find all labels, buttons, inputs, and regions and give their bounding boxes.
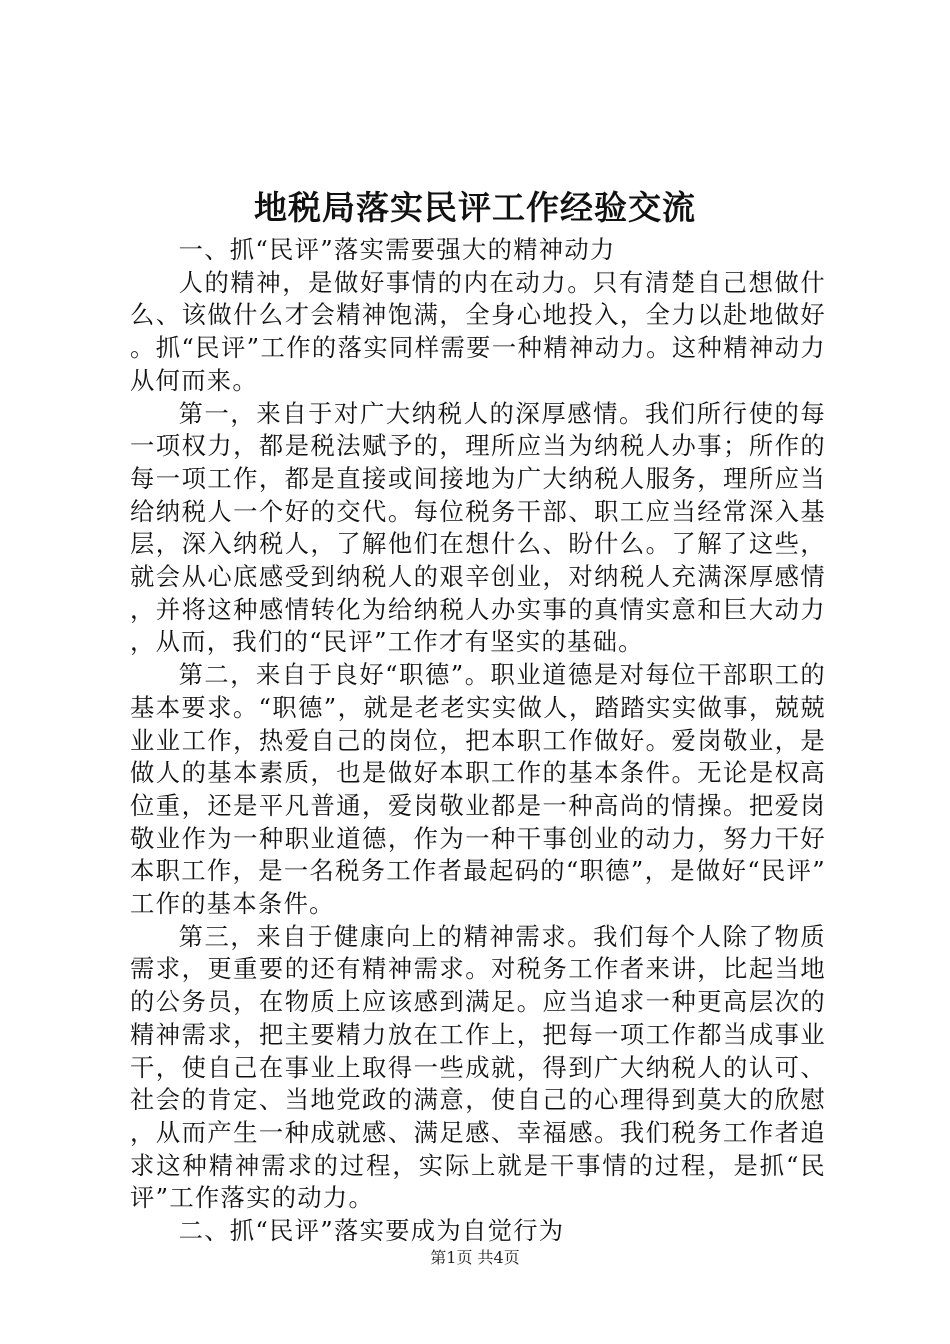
section-heading-2: 二、抓“民评”落实要成为自觉行为 <box>178 1216 565 1246</box>
page-number: 第1页 共4页 <box>430 1248 520 1267</box>
paragraph-intro: 人的精神，是做好事情的内在动力。只有清楚自己想做什么、该做什么才会精神饱满，全身心地投入，全力以赴地做好。抓“民评”工作的落实同样需要一种精神动力。这种精神动力从何而来。 <box>130 267 826 395</box>
document-title: 地税局落实民评工作经验交流 <box>254 188 696 227</box>
paragraph-first: 第一，来自于对广大纳税人的深厚感情。我们所行使的每一项权力，都是税法赋予的，理所应当为纳税人办事；所作的每一项工作，都是直接或间接地为广大纳税人服务，理所应当给纳税人一个好的交代。每位税务干部、职工应当经常深入基层，深入纳税人，了解他们在想什么、盼什么。了解了这些，就会从心底感受到纳税人的艰辛创业，对纳税人充满深厚感情，并将这种感情转化为给纳税人办实事的真情实意和巨大动力，从而，我们的“民评”工作才有坚实的基础。 <box>130 398 826 657</box>
document-body <box>130 234 826 1248</box>
section-heading-1: 一、抓“民评”落实需要强大的精神动力 <box>178 235 616 264</box>
paragraph-third: 第三，来自于健康向上的精神需求。我们每个人除了物质需求，更重要的还有精神需求。对税务工作者来讲，比起当地的公务员，在物质上应该感到满足。应当追求一种更高层次的精神需求，把主要精力放在工作上，把每一项工作都当成事业干，使自己在事业上取得一些成就，得到广大纳税人的认可、社会的肯定、当地党政的满意，使自己的心理得到莫大的欣慰，从而产生一种成就感、满足感、幸福感。我们税务工作者追求这种精神需求的过程，实际上就是干事情的过程，是抓“民评”工作落实的动力。 <box>130 921 826 1213</box>
paragraph-second: 第二，来自于良好“职德”。职业道德是对每位干部职工的基本要求。“职德”，就是老老实实做人，踏踏实实做事，兢兢业业工作，热爱自己的岗位，把本职工作做好。爱岗敬业，是做人的基本素质，也是做好本职工作的基本条件。无论是权高位重，还是平凡普通，爱岗敬业都是一种高尚的情操。把爱岗敬业作为一种职业道德，作为一种干事创业的动力，努力干好本职工作，是一名税务工作者最起码的“职德”，是做好“民评”工作的基本条件。 <box>130 660 826 919</box>
